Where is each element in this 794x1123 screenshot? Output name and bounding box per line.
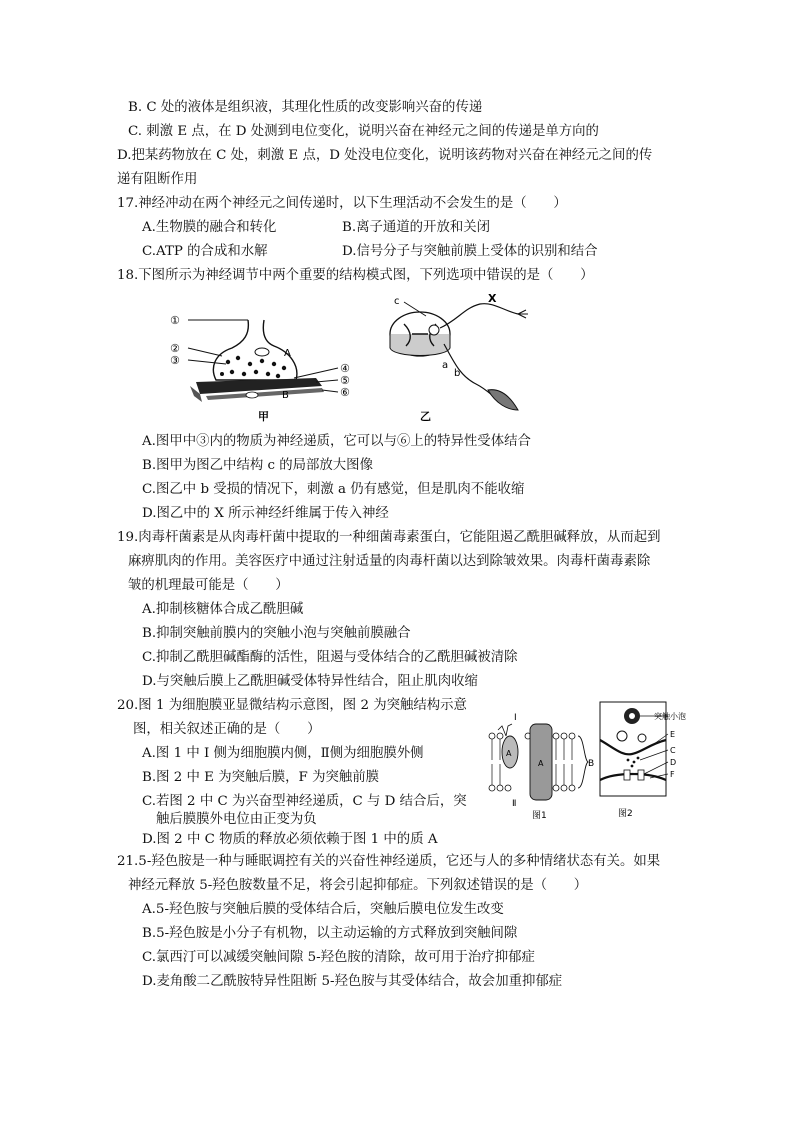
- q17-option-d: D.信号分子与突触前膜上受体的识别和结合: [342, 244, 598, 259]
- q19-stem-line1: 19.肉毒杆菌素是从肉毒杆菌中提取的一种细菌毒素蛋白，它能阻遏乙酰胆碱释放，从而起到: [117, 530, 661, 545]
- q20-stem-line1: 20.图 1 为细胞膜亚显微结构示意图，图 2 为突触结构示意: [117, 698, 467, 713]
- label-x: X: [488, 292, 497, 305]
- q16-option-c: C. 刺激 E 点，在 D 处测到电位变化，说明兴奋在神经元之间的传递是单方向的: [128, 124, 599, 139]
- membrane-figure-1: [484, 702, 596, 822]
- q21-stem-line2: 神经元释放 5-羟色胺数量不足，将会引起抑郁症。下列叙述错误的是（ ）: [128, 878, 588, 893]
- label-b-jia: B: [282, 390, 289, 401]
- q21-option-c: C.氯西汀可以减缓突触间隙 5-羟色胺的清除，故可用于治疗抑郁症: [142, 950, 535, 965]
- label-protein-a: A: [538, 759, 544, 768]
- q20-option-b: B.图 2 中 E 为突触后膜，F 为突触前膜: [142, 770, 380, 785]
- q21-option-a: A.5-羟色胺与突触后膜的受体结合后，突触后膜电位发生改变: [142, 902, 504, 917]
- synapse-figure-2: [598, 700, 710, 822]
- q19-stem-line2: 麻痹肌肉的作用。美容医疗中通过注射适量的肉毒杆菌以达到除皱效果。肉毒杆菌毒素除: [128, 554, 651, 569]
- caption-yi: 乙: [420, 410, 431, 423]
- label-5: ⑤: [340, 374, 350, 387]
- label-b-bilayer: B: [588, 759, 595, 769]
- q17-option-a: A.生物膜的融合和转化: [142, 220, 277, 235]
- q20-option-c-line1: C.若图 2 中 C 为兴奋型神经递质，C 与 D 结合后，突: [142, 794, 467, 809]
- caption-jia: 甲: [258, 410, 269, 423]
- muscle: [488, 390, 518, 410]
- label-vesicle: 突触小泡: [654, 712, 686, 721]
- q19-stem-line3: 皱的机理最可能是（ ）: [128, 578, 289, 593]
- q18-option-b: B.图甲为图乙中结构 c 的局部放大图像: [142, 458, 373, 473]
- caption-fig2: 图2: [618, 809, 633, 819]
- mitochondrion: [255, 348, 269, 356]
- label-2: ②: [170, 342, 180, 355]
- label-3: ③: [170, 354, 180, 367]
- q18-option-c: C.图乙中 b 受损的情况下，刺激 a 仍有感觉，但是肌肉不能收缩: [142, 482, 525, 497]
- label-1: ①: [170, 314, 180, 327]
- label-a: a: [442, 360, 449, 371]
- q21-option-d: D.麦角酸二乙酰胺特异性阻断 5-羟色胺与其受体结合，故会加重抑郁症: [142, 974, 563, 989]
- label-side-ii: Ⅱ: [512, 799, 517, 809]
- caption-fig1: 图1: [532, 811, 547, 821]
- q16-option-d-line2: 递有阻断作用: [117, 172, 198, 187]
- q18-option-a: A.图甲中③内的物质为神经递质，它可以与⑥上的特异性受体结合: [142, 434, 531, 449]
- label-side-i: Ⅰ: [514, 713, 517, 723]
- afferent-nerve: [440, 304, 518, 328]
- q19-option-a: A.抑制核糖体合成乙酰胆碱: [142, 602, 304, 617]
- synapse-figure-jia: [166, 312, 356, 424]
- q19-option-c: C.抑制乙酰胆碱酯酶的活性，阻遏与受体结合的乙酰胆碱被清除: [142, 650, 518, 665]
- label-6: ⑥: [340, 386, 350, 399]
- reflex-arc-figure-yi: [384, 292, 534, 424]
- q20-option-d: D.图 2 中 C 物质的释放必须依赖于图 1 中的质 A: [142, 832, 438, 847]
- label-e: E: [670, 730, 676, 739]
- q21-stem-line1: 21.5-羟色胺是一种与睡眠调控有关的兴奋性神经递质，它还与人的多种情绪状态有关。如果: [117, 854, 661, 869]
- label-b: b: [454, 368, 461, 379]
- label-a-jia: A: [284, 348, 291, 359]
- label-d: D: [670, 758, 677, 767]
- q20-option-c-line2: 触后膜膜外电位由正变为负: [156, 812, 317, 827]
- q18-option-d: D.图乙中的 X 所示神经纤维属于传入神经: [142, 506, 389, 521]
- q17-option-c: C.ATP 的合成和水解: [142, 244, 268, 259]
- label-4: ④: [340, 362, 350, 375]
- q19-option-d: D.与突触后膜上乙酰胆碱受体特异性结合，阻止肌肉收缩: [142, 674, 478, 689]
- q17-stem: 17.神经冲动在两个神经元之间传递时，以下生理活动不会发生的是（ ）: [117, 196, 567, 211]
- q16-option-b: B. C 处的液体是组织液，其理化性质的改变影响兴奋的传递: [128, 100, 483, 115]
- q19-option-b: B.抑制突触前膜内的突触小泡与突触前膜融合: [142, 626, 411, 641]
- label-c: c: [394, 296, 400, 307]
- q16-option-d-line1: D.把某药物放在 C 处，刺激 E 点，D 处没电位变化，说明该药物对兴奋在神经元之间的传: [117, 148, 653, 163]
- q18-stem: 18.下图所示为神经调节中两个重要的结构模式图，下列选项中错误的是（ ）: [117, 268, 594, 283]
- q20-option-a: A.图 1 中 I 侧为细胞膜内侧，Ⅱ侧为细胞膜外侧: [142, 746, 424, 761]
- label-c-fig2: C: [670, 746, 676, 755]
- label-f: F: [670, 770, 675, 779]
- q20-stem-line2: 图，相关叙述正确的是（ ）: [133, 722, 321, 737]
- label-protein-a-small: A: [506, 749, 512, 758]
- q17-option-b: B.离子通道的开放和关闭: [342, 220, 491, 235]
- q21-option-b: B.5-羟色胺是小分子有机物，以主动运输的方式释放到突触间隙: [142, 926, 518, 941]
